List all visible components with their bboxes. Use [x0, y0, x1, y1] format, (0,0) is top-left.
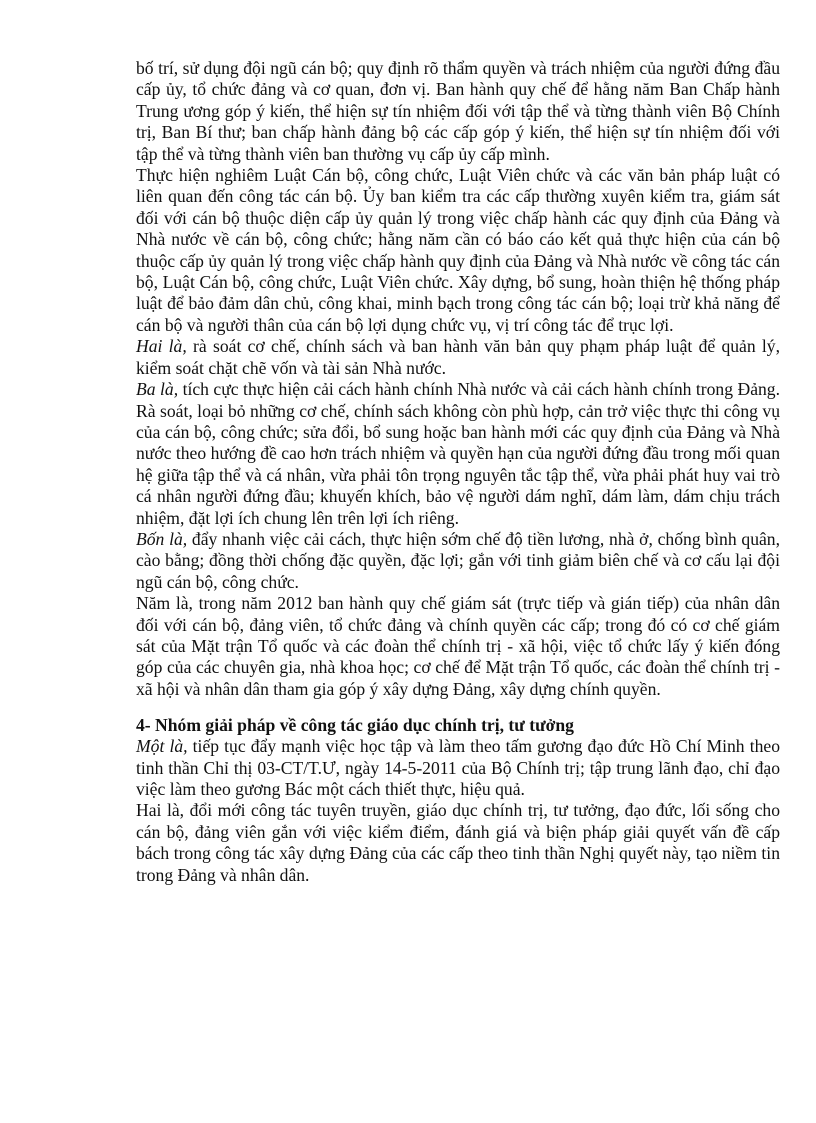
paragraph-fourth-solution [136, 529, 780, 593]
paragraph-text: tiếp tục đẩy mạnh việc học tập và làm theo tấm gương đạo đức Hồ Chí Minh theo tinh thần Chỉ thị 03-CT/T.Ư, ngày 14-5-2011 của Bộ Chính trị; tập trung lãnh đạo, chỉ đạo việc làm theo gương Bác một cách thiết thực, hiệu quả. [136, 736, 780, 799]
document-page [136, 58, 780, 886]
ordinal-label: Ba là, [136, 379, 179, 400]
section-heading: 4- Nhóm giải pháp về công tác giáo dục chính trị, tư tưởng [136, 715, 574, 736]
paragraph-text: đẩy nhanh việc cải cách, thực hiện sớm chế độ tiền lương, nhà ở, chống bình quân, cào bằng; đồng thời chống đặc quyền, đặc lợi; gắn với tinh giảm biên chế và cơ cấu lại đội ngũ cán bộ, công chức. [136, 528, 780, 592]
paragraph-third-solution [136, 379, 780, 529]
paragraph-first-education [136, 736, 780, 800]
paragraph-text: tích cực thực hiện cải cách hành chính Nhà nước và cải cách hành chính trong Đảng. Rà soát, loại bỏ những cơ chế, chính sách không còn phù hợp, cản trở việc thực thi công vụ của cán bộ, công chức; sửa đổi, bổ sung hoặc ban hành mới các quy định của Đảng và Nhà nước theo hướng đề cao hơn trách nhiệm và quyền hạn của người đứng đầu trong mối quan hệ giữa tập thể và cá nhân, vừa phải tôn trọng nguyên tắc tập thể, vừa phải phát huy vai trò cá nhân người đứng đầu; khuyến khích, bảo vệ người dám nghĩ, dám làm, dám chịu trách nhiệm, đặt lợi ích chung lên trên lợi ích riêng. [136, 379, 781, 528]
paragraph-fifth-solution: Năm là, trong năm 2012 ban hành quy chế giám sát (trực tiếp và gián tiếp) của nhân dân đối với cán bộ, đảng viên, tổ chức đảng và chính quyền các cấp; trong đó có cơ chế giám sát của Mặt trận Tổ quốc và các đoàn thể chính trị - xã hội, việc tổ chức lấy ý kiến đóng góp của các chuyên gia, nhà khoa học; cơ chế để Mặt trận Tổ quốc, các đoàn thể chính trị - xã hội và nhân dân tham gia góp ý xây dựng Đảng, xây dựng chính quyền. [136, 593, 780, 699]
paragraph-law-enforcement: Thực hiện nghiêm Luật Cán bộ, công chức, Luật Viên chức và các văn bản pháp luật có liên quan đến công tác cán bộ. Ủy ban kiểm tra các cấp thường xuyên kiểm tra, giám sát đối với cán bộ thuộc diện cấp ủy quản lý trong việc chấp hành các quy định của Đảng và Nhà nước về cán bộ, công chức; hằng năm cần có báo cáo kết quả thực hiện của cán bộ thuộc cấp ủy quản lý trong việc chấp hành quy định của Đảng và Nhà nước về công tác cán bộ, Luật Cán bộ, công chức, Luật Viên chức. Xây dựng, bổ sung, hoàn thiện hệ thống pháp luật để bảo đảm dân chủ, công khai, minh bạch trong công tác cán bộ; loại trừ khả năng để cán bộ và người thân của cán bộ lợi dụng chức vụ, vị trí công tác để trục lợi. [136, 165, 780, 335]
ordinal-label: Một là, [136, 736, 188, 757]
paragraph-text: rà soát cơ chế, chính sách và ban hành văn bản quy phạm pháp luật để quản lý, kiểm soát chặt chẽ vốn và tài sản Nhà nước. [136, 336, 781, 378]
paragraph-second-education: Hai là, đổi mới công tác tuyên truyền, giáo dục chính trị, tư tưởng, đạo đức, lối sống cho cán bộ, đảng viên gắn với việc kiểm điểm, đánh giá và biện pháp giải quyết vấn đề cấp bách trong công tác xây dựng Đảng của các cấp theo tinh thần Nghị quyết này, tạo niềm tin trong Đảng và nhân dân. [136, 800, 780, 885]
paragraph-cadre-regulation: bố trí, sử dụng đội ngũ cán bộ; quy định rõ thẩm quyền và trách nhiệm của người đứng đầu cấp ủy, tổ chức đảng và cơ quan, đơn vị. Ban hành quy chế để hằng năm Ban Chấp hành Trung ương góp ý kiến, thể hiện sự tín nhiệm đối với tập thể và từng thành viên Bộ Chính trị, Ban Bí thư; ban chấp hành đảng bộ các cấp góp ý kiến, thể hiện sự tín nhiệm đối với tập thể và từng thành viên ban thường vụ cấp ủy cấp mình. [136, 58, 780, 164]
ordinal-label: Bốn là, [136, 528, 188, 549]
ordinal-label: Hai là, [136, 336, 187, 357]
paragraph-second-solution [136, 336, 780, 379]
